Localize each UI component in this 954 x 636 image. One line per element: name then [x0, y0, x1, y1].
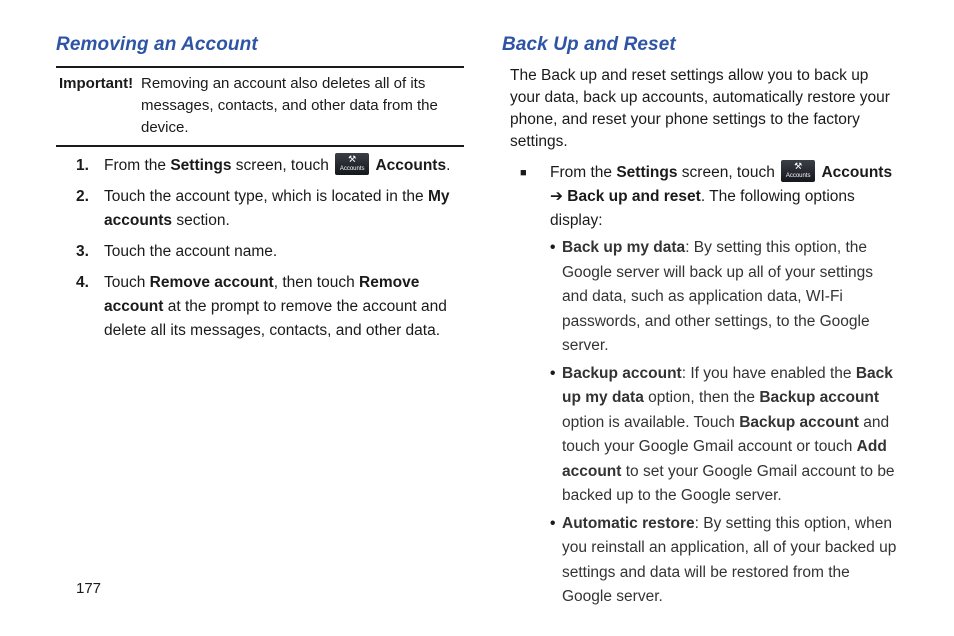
option-title: Back up my data	[562, 239, 686, 256]
page-number: 177	[76, 580, 102, 597]
square-bullet-icon: ■	[520, 167, 527, 179]
step-number: 2.	[76, 188, 89, 205]
option-bold: Back up my data	[562, 364, 893, 406]
option-text: and touch your Google Gmail account or touch	[562, 413, 890, 455]
step-1	[56, 154, 464, 178]
accounts-icon	[781, 160, 815, 182]
option-title: Backup account	[562, 364, 682, 382]
step-text: , then touch	[273, 274, 360, 291]
bullet-bold: Settings	[616, 164, 678, 181]
removal-steps	[56, 154, 464, 343]
option-back-up-my-data	[550, 236, 902, 359]
left-column	[56, 30, 464, 350]
accounts-icon-caption: Accounts	[339, 165, 365, 172]
step-text: section.	[172, 212, 230, 229]
option-text: : If you have enabled the	[681, 364, 856, 382]
bullet-dot: •	[550, 239, 556, 256]
wrench-icon: ⚒	[794, 160, 803, 171]
option-title: Automatic restore	[562, 514, 695, 532]
settings-bullet	[520, 161, 902, 233]
step-text: .	[446, 157, 451, 174]
step-bold: Settings	[170, 157, 232, 174]
option-text: to set your Google Gmail account to be backed up to the Google server.	[562, 462, 895, 504]
wrench-icon: ⚒	[348, 153, 357, 164]
step-2	[56, 185, 464, 233]
step-bold: Accounts	[375, 157, 447, 174]
option-text: : By setting this option, the Google server will back up all of your settings and data, such as application data, WI-Fi passwords, and other settings, to the Google server.	[562, 239, 874, 354]
step-3	[56, 240, 464, 264]
step-text: Touch the account name.	[104, 243, 278, 260]
step-4	[56, 271, 464, 343]
step-text: Touch	[104, 274, 150, 291]
accounts-icon-caption: Accounts	[785, 172, 811, 179]
intro-paragraph: The Back up and reset settings allow you to back up your data, back up accounts, automatically restore your phone, and reset your phone settings to the factory settings.	[510, 67, 890, 150]
step-bold: Remove account	[104, 274, 420, 315]
important-text: Removing an account also deletes all of its messages, contacts, and other data from the device.	[141, 75, 438, 136]
step-text: From the	[104, 157, 171, 174]
step-number: 3.	[76, 243, 89, 260]
heading-removing-account: Removing an Account	[56, 34, 258, 55]
bullet-text: screen, touch	[677, 164, 780, 181]
bullet-dot: •	[550, 514, 556, 532]
step-text: at the prompt to remove the account and delete all its messages, contacts, and other data.	[104, 298, 447, 339]
option-backup-account	[550, 362, 902, 509]
option-bold: Backup account	[739, 413, 859, 431]
step-number: 1.	[76, 157, 89, 174]
important-note	[56, 66, 464, 147]
option-text: option is available. Touch	[562, 413, 740, 431]
bullet-text: From the	[550, 164, 617, 181]
step-bold: Remove account	[149, 274, 274, 291]
heading-back-up-reset: Back Up and Reset	[502, 34, 676, 55]
options-list	[550, 236, 902, 610]
option-bold: Backup account	[759, 389, 880, 406]
accounts-icon	[335, 153, 369, 175]
option-text: option, then the	[643, 389, 760, 406]
step-number: 4.	[76, 274, 89, 291]
bullet-dot: •	[550, 364, 556, 382]
bullet-bold: Accounts ➔ Back up and reset	[550, 164, 893, 205]
bullet-text: . The following options display:	[550, 188, 855, 229]
option-bold: Add account	[562, 438, 887, 480]
step-text: screen, touch	[231, 157, 334, 174]
step-bold: My accounts	[104, 188, 450, 229]
important-label: Important!	[59, 75, 134, 92]
option-text: : By setting this option, when you reinstall an application, all of your backed up settings and data will be restored from the Google server.	[562, 514, 897, 605]
step-text: Touch the account type, which is located in the	[104, 188, 428, 205]
option-automatic-restore	[550, 512, 902, 610]
right-column	[502, 30, 902, 613]
